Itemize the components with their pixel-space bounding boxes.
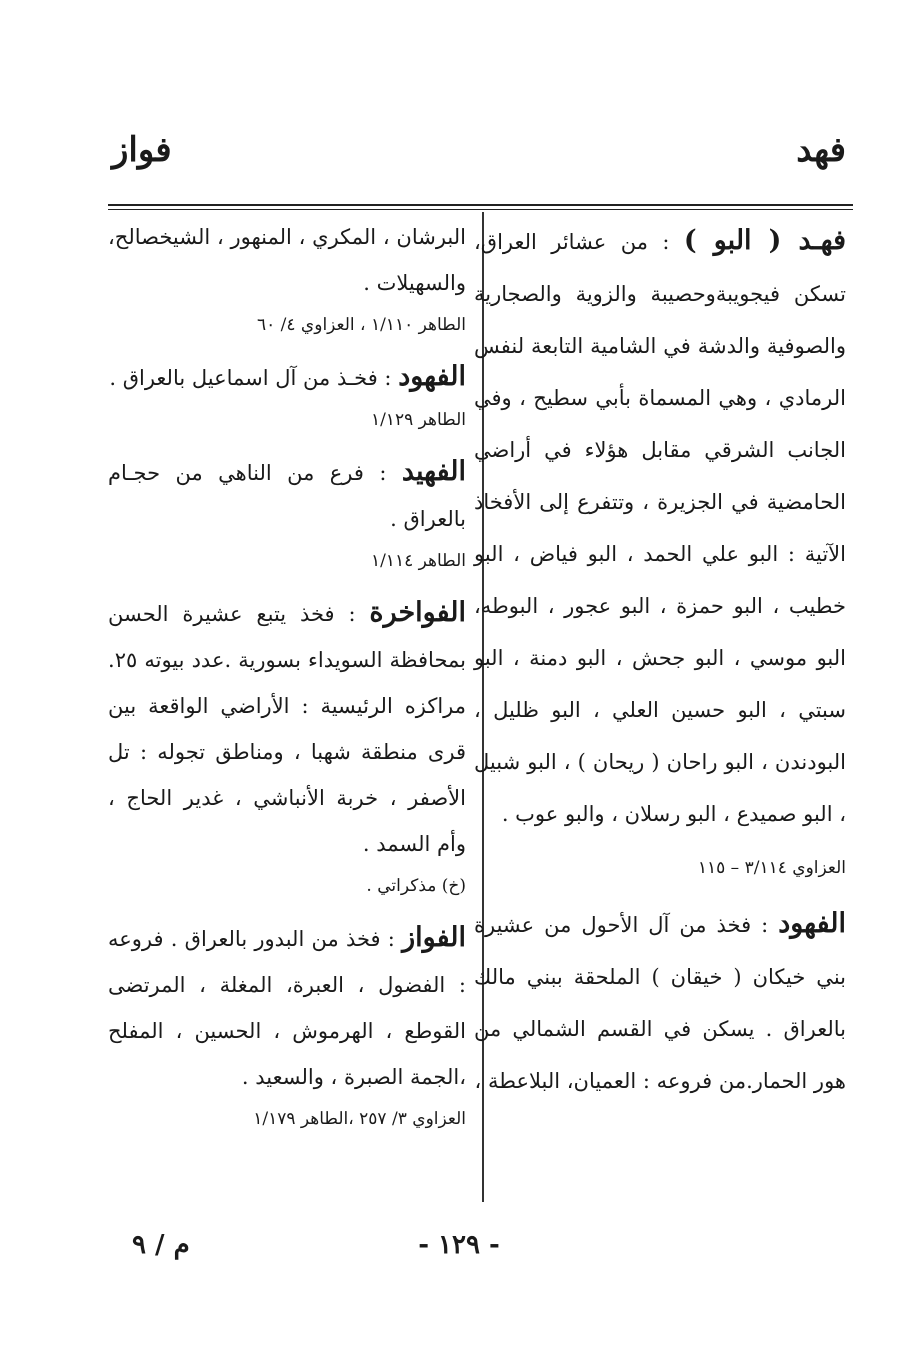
right-column: [474, 215, 846, 1107]
header-word-right: فهد: [796, 130, 846, 170]
header-rule-thick: [108, 204, 853, 206]
entry-source: الطاهر ١/١١٠ ، العزاوي ٤/ ٦٠: [256, 315, 466, 335]
entry-head: الفواخرة: [369, 597, 466, 628]
header-word-left: فواز: [112, 130, 172, 170]
page-number: - ١٢٩ -: [418, 1230, 500, 1260]
entry-head: الفواز: [402, 922, 466, 953]
signature-mark: م / ٩: [132, 1230, 190, 1260]
entry-text: : فخـذ من آل اسماعيل بالعراق .: [109, 366, 392, 390]
entry-alfawaz: [108, 915, 466, 1100]
entry-text: : فخذ من آل الأحول من عشيرة بني خيكان ( خيقان ) الملحقة ببني مالك بالعراق . يسكن في القسم الشمالي من هور الحمار.من فروعه : العميان، البلاعطة ،: [474, 913, 846, 1093]
entry-head: الفهود: [398, 361, 466, 392]
entry-text: : من عشائر العراق، تسكن فيجويبةوحصيبة والزوية والصجارية والصوفية والدشة في الشامية التابعة لنفس الرمادي ، وهي المسماة بأبي سطيح ، وفي الجانب الشرقي مقابل هؤلاء في أراضي الحامضية في الجزيرة ، وتتفرع إلى الأفخاذ الآتية : البو علي الحمد ، البو فياض ، البو خطيب ، البو حمزة ، البو عجور ، البوطه، البو موسي ، البو جحش ، البو دمنة ، البو سبتي ، البو حسين العلي ، البو ظليل ، البودندن ، البو راحان ( ريحان ) ، البو شبيل ، البو صميدع ، البو رسلان ، والبو عوب .: [474, 230, 846, 826]
entry-text: : فخذ من البدور بالعراق . فروعه : الفضول ، العبرة، المغلة ، المرتضى القوطع ، الهرموش ، الحسين ، المفلح ،الجمة الصبرة ، والسعيد .: [108, 927, 466, 1089]
entry-text: : فخذ يتبع عشيرة الحسن بمحافظة السويداء بسورية .عدد بيوته ٢٥. مراكزه الرئيسية : الأراضي الواقعة بين قرى منطقة شهبا ، ومناطق تجوله : تل الأصفر ، خربة الأنباشي ، غدير الحاج ، وأم السمد .: [108, 602, 466, 856]
entry-continuation: البرشان ، المكري ، المنهور ، الشيخصالح، والسهيلات .: [108, 225, 466, 295]
entry-source: العزاوي ٣/١١٤ – ١١٥: [697, 858, 846, 878]
entry-source: الطاهر ١/١٢٩: [370, 410, 466, 430]
entry-alfuhud-1: [474, 898, 846, 1107]
entry-alfuhaid: [108, 449, 466, 542]
entry-alfuhud-2: [108, 354, 466, 401]
entry-head: الفهيد: [401, 456, 466, 487]
left-column: [108, 214, 466, 1138]
entry-head: الفهود: [778, 908, 846, 939]
entry-source: العزاوي ٣/ ٢٥٧ ،الطاهر ١/١٧٩: [253, 1109, 466, 1129]
entry-alfawakhira: [108, 590, 466, 867]
entry-source: الطاهر ١/١١٤: [370, 551, 466, 571]
entry-fahd-albu: [474, 215, 846, 840]
header-rule-thin: [108, 209, 853, 210]
entry-source: (خ) مذكراتي .: [366, 876, 466, 896]
entry-head: فهـد ( البو ): [683, 225, 846, 256]
entry-text: : فرع من الناهي من حجـام بالعراق .: [108, 461, 466, 531]
